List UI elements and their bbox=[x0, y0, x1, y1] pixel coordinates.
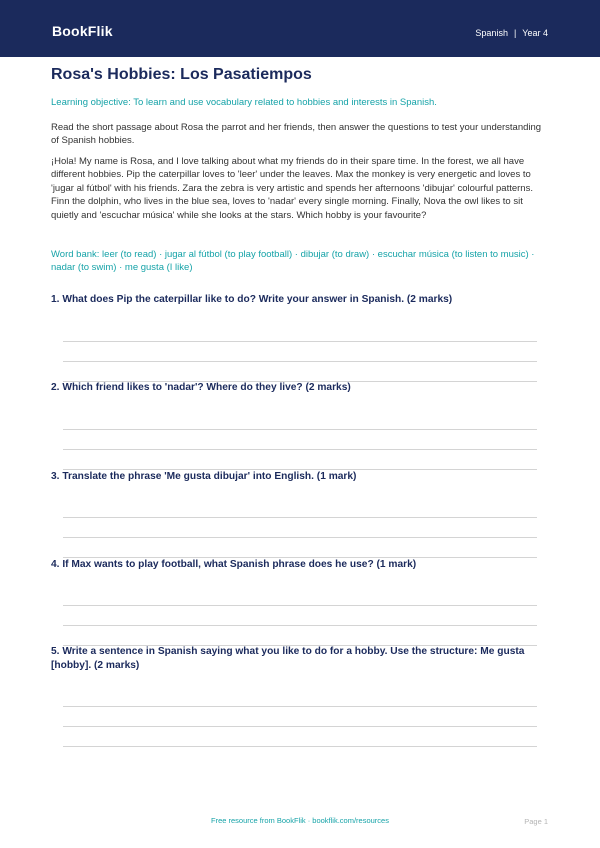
answer-line[interactable] bbox=[63, 517, 537, 518]
learning-objective: Learning objective: To learn and use vocabulary related to hobbies and interests in Spanish. bbox=[51, 97, 437, 108]
question-4: 4. If Max wants to play football, what Spanish phrase does he use? (1 mark) bbox=[51, 559, 417, 570]
header-separator: | bbox=[513, 28, 517, 38]
instructions-text: Read the short passage about Rosa the parrot and her friends, then answer the questions to test your understanding of Spanish hobbies. bbox=[51, 122, 542, 146]
subject-label: Spanish bbox=[475, 28, 508, 38]
footer-credit[interactable]: Free resource from BookFlik · bookflik.com/resources bbox=[211, 816, 389, 825]
question-3: 3. Translate the phrase 'Me gusta dibujar' into English. (1 mark) bbox=[51, 471, 357, 482]
question-5: 5. Write a sentence in Spanish saying what you like to do for a hobby. Use the structure: Me gusta [hobby]. (2 marks) bbox=[51, 646, 525, 671]
header-bar bbox=[0, 0, 600, 57]
answer-line[interactable] bbox=[63, 726, 537, 727]
answer-line[interactable] bbox=[63, 429, 537, 430]
header-meta bbox=[475, 28, 548, 38]
question-2: 2. Which friend likes to 'nadar'? Where do they live? (2 marks) bbox=[51, 382, 351, 393]
answer-line[interactable] bbox=[63, 746, 537, 747]
answer-line[interactable] bbox=[63, 625, 537, 626]
answer-line[interactable] bbox=[63, 449, 537, 450]
brand-logo[interactable]: BookFlik bbox=[52, 23, 113, 39]
year-label: Year 4 bbox=[522, 28, 548, 38]
answer-line[interactable] bbox=[63, 341, 537, 342]
word-bank: Word bank: leer (to read) · jugar al fútbol (to play football) · dibujar (to draw) · escuchar música (to listen to music) · nadar (to swim) · me gusta (I like) bbox=[51, 249, 535, 273]
reading-passage: ¡Hola! My name is Rosa, and I love talking about what my friends do in their spare time. In the forest, we all have different hobbies. Pip the caterpillar loves to 'leer' under the leaves. Max the monkey is very energetic and loves to 'jugar al fútbol' with his friends. Zara the zebra is very artistic and spends her afternoons 'dibujar' colourful patterns. Finn the dolphin, who lives in the blue sea, loves to 'nadar' every single morning. Finally, Nova the owl likes to sit quietly and 'escuchar música' while she looks at the stars. Which hobby is your favourite? bbox=[51, 156, 533, 221]
answer-line[interactable] bbox=[63, 537, 537, 538]
question-1: 1. What does Pip the caterpillar like to do? Write your answer in Spanish. (2 marks) bbox=[51, 294, 453, 305]
answer-line[interactable] bbox=[63, 605, 537, 606]
answer-line[interactable] bbox=[63, 706, 537, 707]
answer-line[interactable] bbox=[63, 361, 537, 362]
page-number: Page 1 bbox=[524, 817, 548, 826]
worksheet-title: Rosa's Hobbies: Los Pasatiempos bbox=[51, 66, 312, 83]
